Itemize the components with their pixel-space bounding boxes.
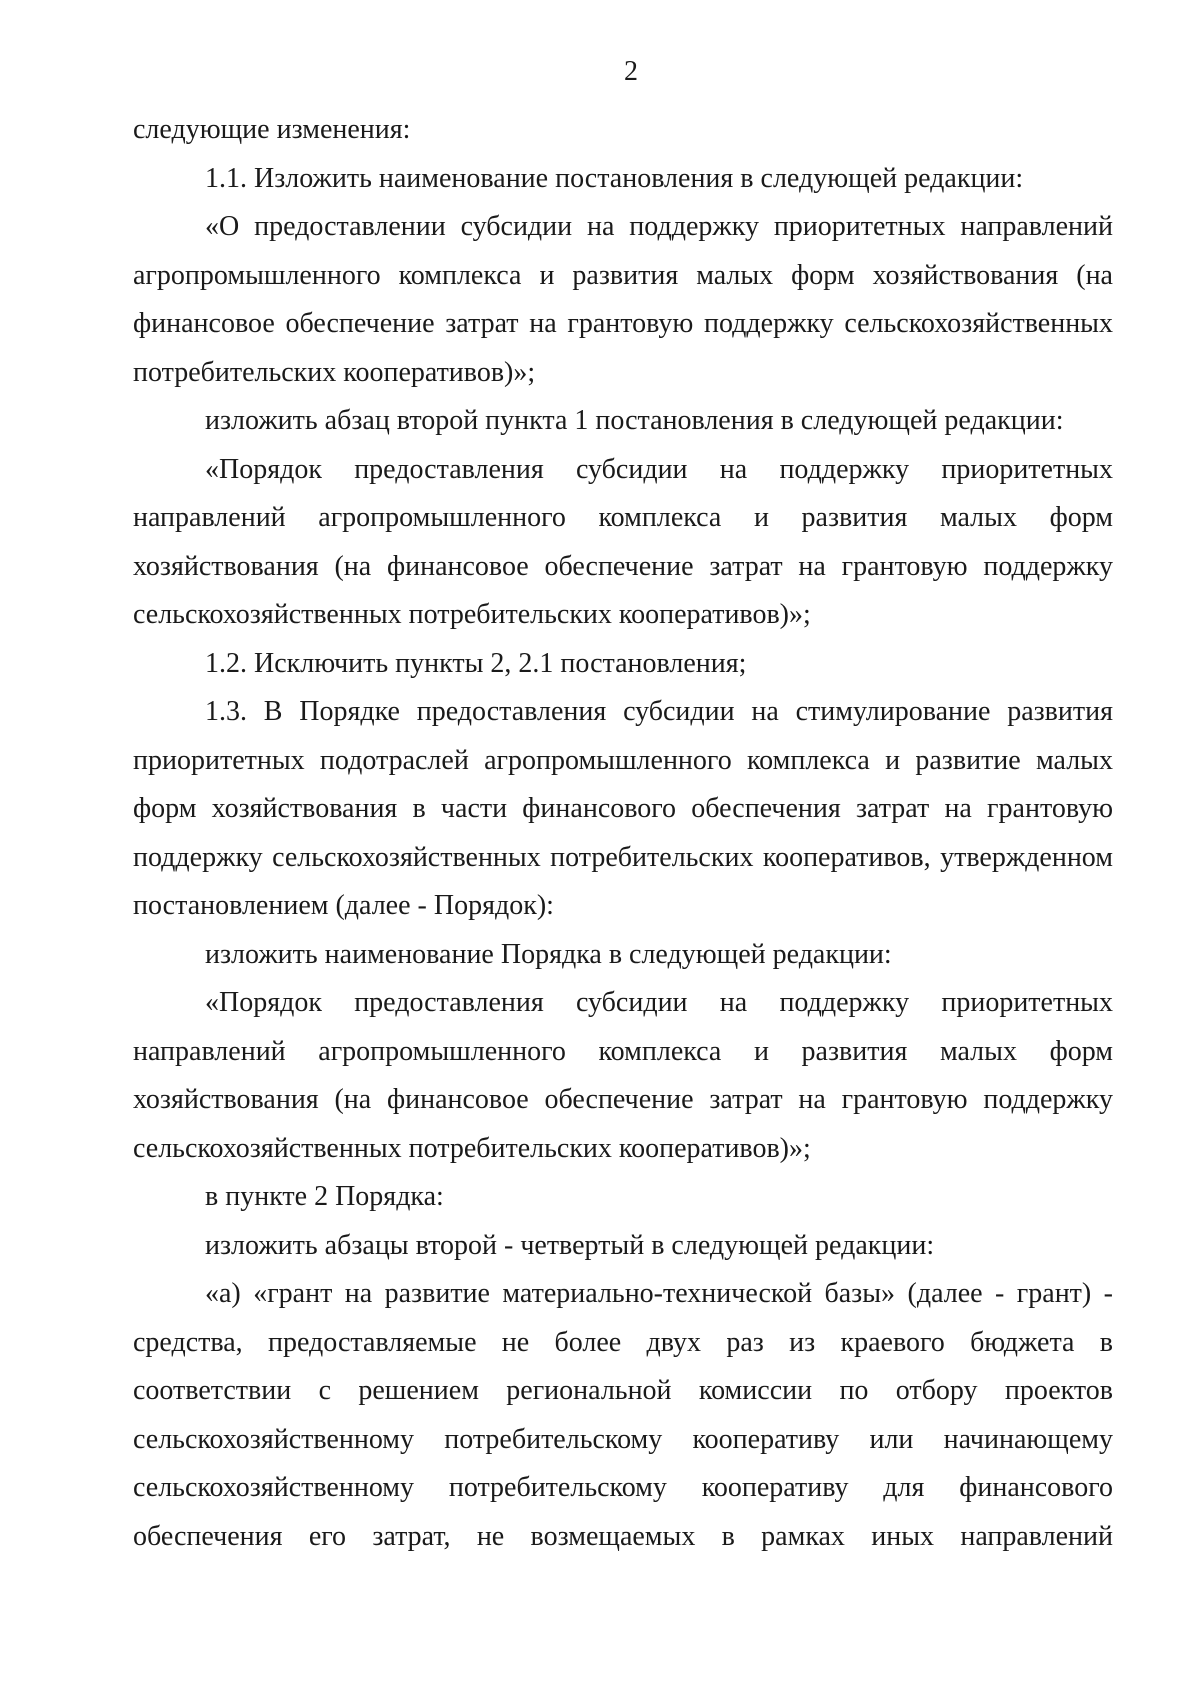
paragraph-item-1-1: 1.1. Изложить наименование постановления в следующей редакции: <box>205 162 1024 194</box>
paragraph-order-title-clause: изложить наименование Порядка в следующей редакции: <box>205 938 892 970</box>
paragraph-item-1-3: 1.3. В Порядке предоставления субсидии на стимулирование развития приоритетных подотраслей агропромышленного комплекса и развитие малых форм хозяйствования в части финансового обеспечения затрат на грантовую поддержку сельскохозяйственных потребительских кооперативов, утвержденном постановлением (далее - Порядок): <box>133 696 1113 921</box>
paragraph-amend-clause: изложить абзац второй пункта 1 постановления в следующей редакции: <box>205 405 1064 436</box>
paragraph-order-title-quote: «Порядок предоставления субсидии на поддержку приоритетных направлений агропромышленного комплекса и развития малых форм хозяйствования (на финансовое обеспечение затрат на грантовую поддержку сельскохозяйственных потребительских кооперативов)»; <box>133 987 1113 1164</box>
page-number: 2 <box>624 56 638 87</box>
paragraph-order-quote: «Порядок предоставления субсидии на поддержку приоритетных направлений агропромышленного комплекса и развития малых форм хозяйствования (на финансовое обеспечение затрат на грантовую поддержку сельскохозяйственных потребительских кооперативов)»; <box>133 453 1113 630</box>
paragraph-continuation: следующие изменения: <box>133 114 411 145</box>
paragraph-new-title-quote: «О предоставлении субсидии на поддержку приоритетных направлений агропромышленного комплекса и развития малых форм хозяйствования (на финансовое обеспечение затрат на грантовую поддержку сельскохозяйственных потребительских кооперативов)»; <box>133 211 1113 388</box>
paragraph-point-2: в пункте 2 Порядка: <box>205 1181 444 1212</box>
paragraph-grant-definition: «а) «грант на развитие материально-технической базы» (далее - грант) - средства, предоставляемые не более двух раз из краевого бюджета в соответствии с решением региональной комиссии по отбору проектов сельскохозяйственному потребительскому кооперативу или начинающему сельскохозяйственному потребительскому кооперативу для финансового обеспечения его затрат, не возмещаемых в рамках иных направлений <box>133 1278 1113 1552</box>
paragraph-item-1-2: 1.2. Исключить пункты 2, 2.1 постановления; <box>205 647 747 679</box>
document-body <box>133 106 1113 1561</box>
paragraph-abzacy-clause: изложить абзацы второй - четвертый в следующей редакции: <box>205 1229 935 1261</box>
